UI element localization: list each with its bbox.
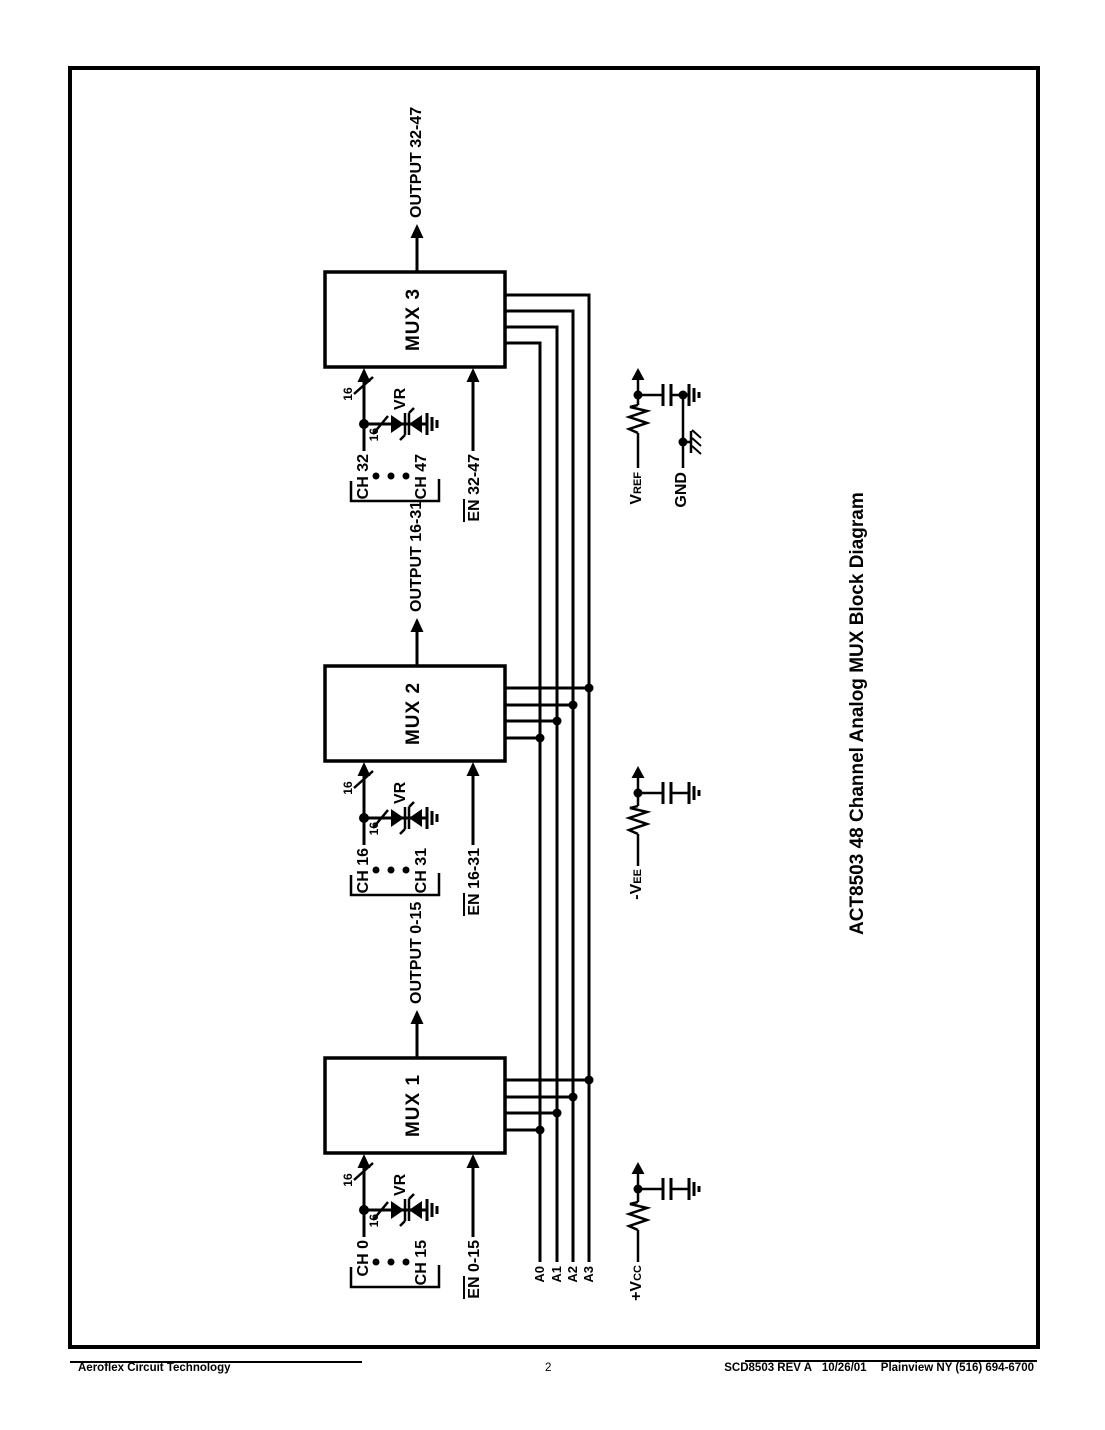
address-label-a2: A2 [565, 1266, 580, 1283]
mux3-vr-label: VR [392, 387, 409, 410]
mux1-earth-ground [427, 1199, 437, 1221]
earth-ground [689, 384, 699, 406]
mux3-enable-label: EN 32-47 [463, 454, 485, 522]
earth-ground [689, 782, 699, 804]
mux3-output-arrow [411, 224, 424, 272]
address-line-a1 [505, 327, 557, 1262]
mux3-output-label: OUTPUT 32-47 [408, 106, 425, 218]
mux1-branch-width-label: 16 [367, 1214, 381, 1228]
resistor [629, 806, 647, 834]
address-label-a0: A0 [532, 1266, 547, 1283]
capacitor [663, 384, 671, 406]
address-bus-lines [505, 295, 589, 1262]
mux2-bus-width-label: 16 [341, 781, 355, 795]
footer-doc-code: SCD8503 REV A [724, 1362, 812, 1374]
mux3-bus-width-label: 16 [341, 387, 355, 401]
footer-doc-location: Plainview NY (516) 694-6700 [880, 1362, 1034, 1374]
vcc-supply [629, 1162, 699, 1262]
mux1-output-arrow [411, 1010, 424, 1058]
address-line-a0 [505, 343, 540, 1262]
mux1-vr-label: VR [392, 1173, 409, 1196]
vref-label: VREF [628, 472, 645, 505]
footer-company: Aeroflex Circuit Technology [78, 1362, 231, 1374]
mux3-branch-width-label: 16 [367, 428, 381, 442]
arrowhead [632, 766, 645, 778]
arrowhead [632, 368, 645, 380]
vee-supply [629, 766, 699, 866]
vcc-label: +VCC [628, 1265, 645, 1301]
mux2-ch-top-label: CH 16 [355, 848, 372, 894]
mux2-channel-dots [373, 867, 410, 874]
mux1-channel-dots [373, 1259, 410, 1266]
address-label-a1: A1 [549, 1266, 564, 1283]
diagram-title: ACT8503 48 Channel Analog MUX Block Diagram [847, 492, 868, 935]
mux3-ch-bottom-label: CH 47 [413, 454, 430, 500]
mux2-enable-label: EN 16-31 [463, 848, 485, 916]
mux1-enable-label: EN 0-15 [463, 1240, 485, 1299]
mux1-bus-width-label: 16 [341, 1173, 355, 1187]
vee-label: -VEE [628, 869, 645, 900]
mux2-enable-arrow [467, 762, 480, 845]
gnd-connection [679, 397, 702, 468]
mux1-ch-top-label: CH 0 [355, 1240, 372, 1277]
capacitor [663, 1178, 671, 1200]
mux3-ch-top-label: CH 32 [355, 454, 372, 500]
mux3-enable-arrow [467, 368, 480, 451]
mux1-output-label: OUTPUT 0-15 [408, 901, 425, 1004]
diagram-artwork [70, 100, 1040, 1320]
address-line-a3 [505, 295, 589, 1262]
mux2-branch-width-label: 16 [367, 822, 381, 836]
block-diagram [70, 100, 1040, 1320]
mux3-channel-dots [373, 473, 410, 480]
capacitor [663, 782, 671, 804]
mux3-earth-ground [427, 413, 437, 435]
resistor [629, 1202, 647, 1230]
mux1-ch-bottom-label: CH 15 [413, 1240, 430, 1286]
mux2-output-arrow [411, 618, 424, 666]
mux3-name: MUX 3 [403, 287, 424, 352]
footer-doc-ref [724, 1362, 1034, 1374]
resistor [629, 405, 647, 433]
arrowhead [632, 1162, 645, 1174]
mux2-ch-bottom-label: CH 31 [413, 848, 430, 894]
mux1-name: MUX 1 [403, 1073, 424, 1138]
mux1-address-stubs [505, 1076, 594, 1135]
footer-doc-date: 10/26/01 [821, 1362, 867, 1374]
address-label-a3: A3 [581, 1266, 596, 1283]
mux2-name: MUX 2 [403, 681, 424, 746]
vref-supply [629, 368, 699, 468]
mux2-output-label: OUTPUT 16-31 [408, 500, 425, 612]
footer-page-number: 2 [545, 1362, 552, 1374]
mux1-enable-arrow [467, 1154, 480, 1237]
earth-ground [689, 1178, 699, 1200]
gnd-label: GND [673, 472, 690, 508]
mux2-address-stubs [505, 684, 594, 743]
mux2-earth-ground [427, 807, 437, 829]
mux2-vr-label: VR [392, 781, 409, 804]
